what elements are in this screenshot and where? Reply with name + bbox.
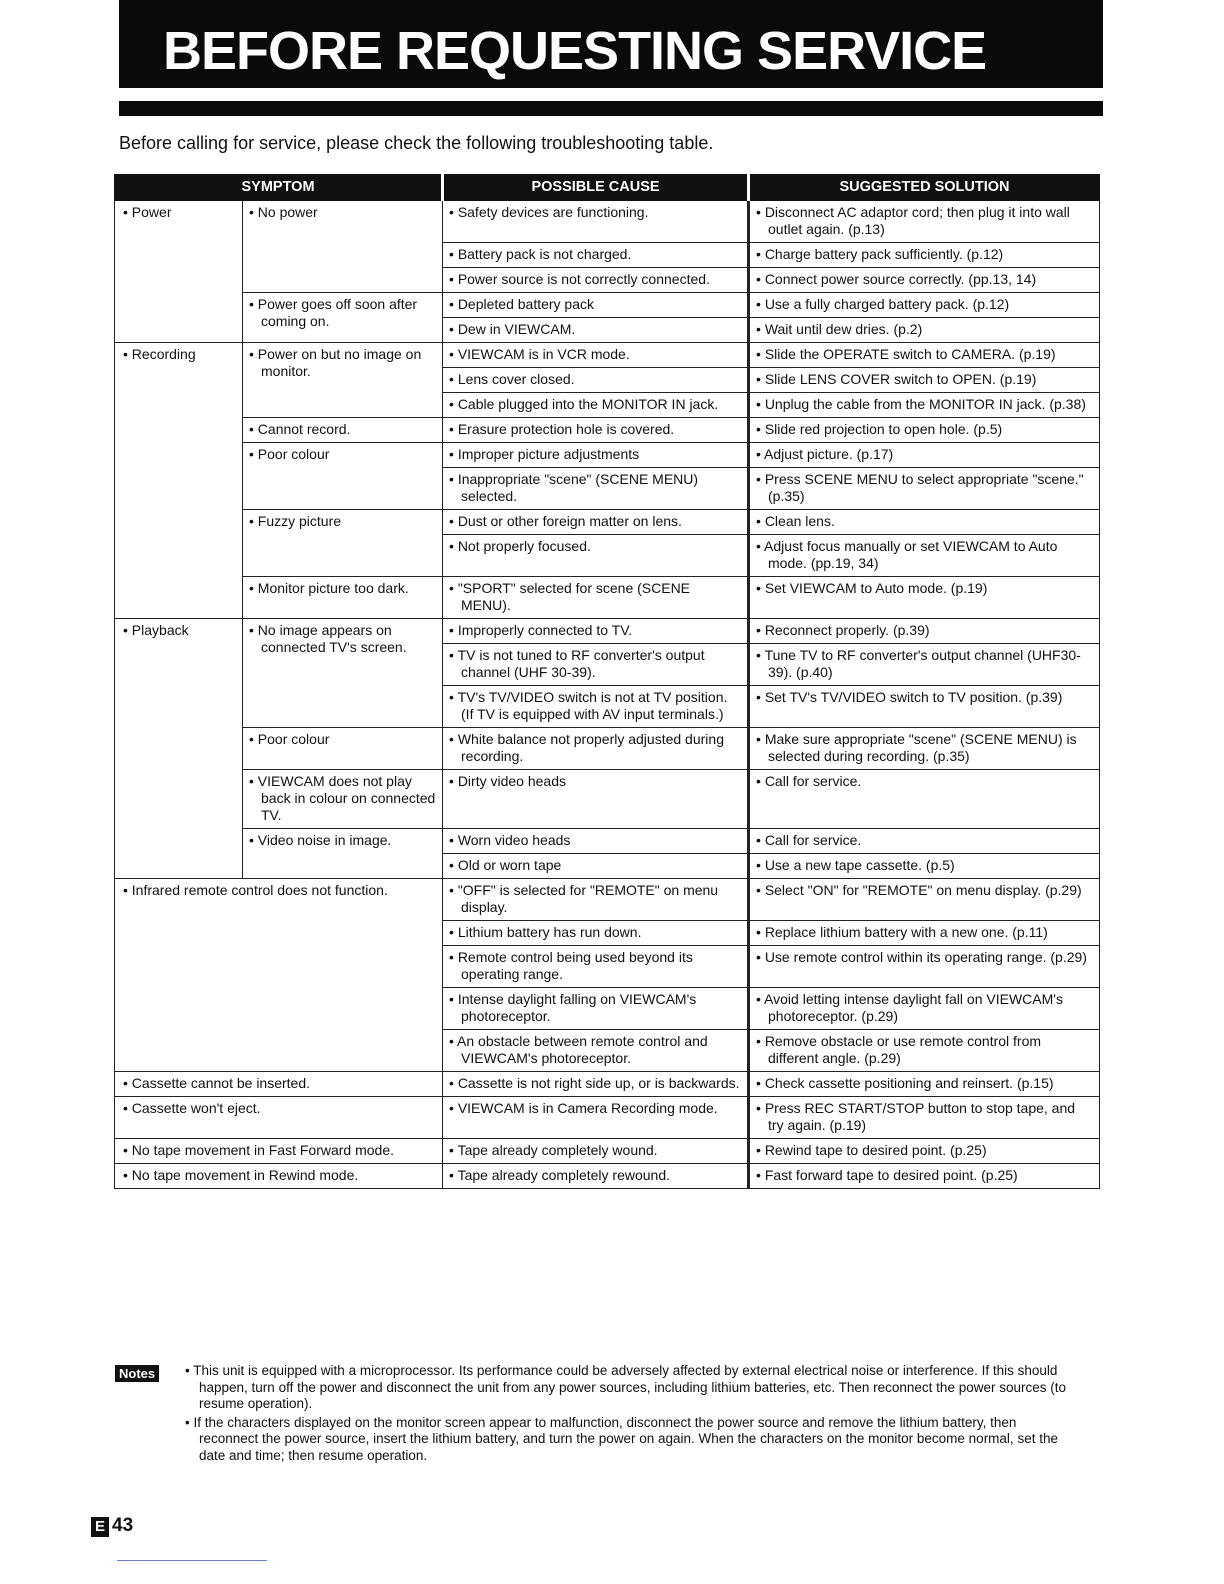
cause-text: • Worn video heads <box>449 832 741 849</box>
solution-cell <box>749 1097 1100 1139</box>
solution-cell <box>749 393 1100 418</box>
cause-cell <box>443 619 749 644</box>
solution-text: • Reconnect properly. (p.39) <box>756 622 1093 639</box>
symptom-text: • Fuzzy picture <box>249 513 436 530</box>
cause-cell <box>443 418 749 443</box>
symptom-cell <box>243 829 443 879</box>
cause-text: • Lithium battery has run down. <box>449 924 741 941</box>
cause-cell <box>443 1164 749 1189</box>
cause-cell <box>443 988 749 1030</box>
note-item: • This unit is equipped with a microprocessor. Its performance could be adversely affected by external electrical noise or interference. If this should happen, turn off the power and disconnect the unit from any power sources, including lithium batteries, etc. Then reconnect the power sources (to resume operation). <box>185 1363 1075 1413</box>
cause-text: • Depleted battery pack <box>449 296 741 313</box>
cause-text: • "SPORT" selected for scene (SCENE MENU). <box>449 580 741 614</box>
cause-text: • Remote control being used beyond its operating range. <box>449 949 741 983</box>
symptom-text: • Infrared remote control does not function. <box>123 882 436 899</box>
cause-cell <box>443 468 749 510</box>
solution-text: • Select "ON" for "REMOTE" on menu display. (p.29) <box>756 882 1093 899</box>
cause-text: • Safety devices are functioning. <box>449 204 741 221</box>
note-item: • If the characters displayed on the monitor screen appear to malfunction, disconnect the power source and remove the lithium battery, then reconnect the power source, insert the lithium battery, and turn the power on again. When the characters on the monitor become normal, set the date and time; then resume operation. <box>185 1415 1075 1465</box>
solution-text: • Set TV's TV/VIDEO switch to TV position. (p.39) <box>756 689 1093 706</box>
symptom-text: • Cannot record. <box>249 421 436 438</box>
table-row <box>115 443 1100 468</box>
solution-text: • Slide red projection to open hole. (p.5) <box>756 421 1093 438</box>
symptom-cell <box>243 293 443 343</box>
solution-cell <box>749 921 1100 946</box>
notes-section <box>115 1363 1075 1466</box>
symptom-cell <box>243 343 443 418</box>
table-row <box>115 343 1100 368</box>
symptom-text: • Video noise in image. <box>249 832 436 849</box>
category-cell <box>115 343 243 619</box>
solution-cell <box>749 577 1100 619</box>
table-row <box>115 418 1100 443</box>
cause-text: • VIEWCAM is in VCR mode. <box>449 346 741 363</box>
solution-text: • Use remote control within its operating range. (p.29) <box>756 949 1093 966</box>
symptom-text: • Poor colour <box>249 731 436 748</box>
solution-text: • Press REC START/STOP button to stop tape, and try again. (p.19) <box>756 1100 1093 1134</box>
solution-cell <box>749 728 1100 770</box>
solution-cell <box>749 535 1100 577</box>
solution-text: • Check cassette positioning and reinsert. (p.15) <box>756 1075 1093 1092</box>
cause-cell <box>443 1139 749 1164</box>
solution-cell <box>749 854 1100 879</box>
table-row <box>115 577 1100 619</box>
cause-text: • Battery pack is not charged. <box>449 246 741 263</box>
symptom-text: • Power on but no image on monitor. <box>249 346 436 380</box>
cause-text: • TV's TV/VIDEO switch is not at TV position. (If TV is equipped with AV input terminals.) <box>449 689 741 723</box>
solution-cell <box>749 293 1100 318</box>
cause-text: • Dirty video heads <box>449 773 741 790</box>
solution-cell <box>749 686 1100 728</box>
table-row <box>115 879 1100 921</box>
solution-text: • Clean lens. <box>756 513 1093 530</box>
category-text: • Playback <box>123 622 236 639</box>
cause-text: • "OFF" is selected for "REMOTE" on menu display. <box>449 882 741 916</box>
cause-cell <box>443 879 749 921</box>
cause-cell <box>443 268 749 293</box>
language-badge: E <box>91 1517 109 1537</box>
cause-cell <box>443 201 749 243</box>
solution-text: • Slide the OPERATE switch to CAMERA. (p.19) <box>756 346 1093 363</box>
symptom-text: • Power goes off soon after coming on. <box>249 296 436 330</box>
troubleshooting-table <box>114 174 1100 1189</box>
category-cell <box>115 619 243 879</box>
intro-text: Before calling for service, please check the following troubleshooting table. <box>119 133 714 153</box>
solution-text: • Use a new tape cassette. (p.5) <box>756 857 1093 874</box>
cause-text: • Lens cover closed. <box>449 371 741 388</box>
solution-cell <box>749 368 1100 393</box>
page-number-value: 43 <box>112 1515 134 1536</box>
header-symptom: SYMPTOM <box>115 175 443 201</box>
page-title: BEFORE REQUESTING SERVICE <box>163 21 987 81</box>
symptom-cell <box>243 619 443 728</box>
header-rule <box>119 101 1103 116</box>
solution-text: • Remove obstacle or use remote control from different angle. (p.29) <box>756 1033 1093 1067</box>
symptom-text: • Monitor picture too dark. <box>249 580 436 597</box>
table-header-row <box>115 175 1100 201</box>
solution-cell <box>749 443 1100 468</box>
cause-text: • Old or worn tape <box>449 857 741 874</box>
cause-cell <box>443 644 749 686</box>
solution-text: • Call for service. <box>756 832 1093 849</box>
cause-text: • Inappropriate "scene" (SCENE MENU) selected. <box>449 471 741 505</box>
notes-label: Notes <box>115 1365 159 1382</box>
symptom-cell <box>115 879 443 1072</box>
cause-text: • Tape already completely rewound. <box>449 1167 741 1184</box>
solution-text: • Fast forward tape to desired point. (p.25) <box>756 1167 1093 1184</box>
title-bar <box>119 0 1103 88</box>
table-row <box>115 619 1100 644</box>
solution-cell <box>749 770 1100 829</box>
solution-text: • Wait until dew dries. (p.2) <box>756 321 1093 338</box>
cause-text: • Tape already completely wound. <box>449 1142 741 1159</box>
cause-cell <box>443 946 749 988</box>
symptom-text: • No tape movement in Rewind mode. <box>123 1167 436 1184</box>
solution-text: • Replace lithium battery with a new one. (p.11) <box>756 924 1093 941</box>
cause-text: • Power source is not correctly connected. <box>449 271 741 288</box>
cause-cell <box>443 728 749 770</box>
cause-cell <box>443 443 749 468</box>
cause-text: • Cassette is not right side up, or is backwards. <box>449 1075 741 1092</box>
category-text: • Power <box>123 204 236 221</box>
cause-text: • An obstacle between remote control and VIEWCAM's photoreceptor. <box>449 1033 741 1067</box>
category-cell <box>115 201 243 343</box>
solution-text: • Avoid letting intense daylight fall on VIEWCAM's photoreceptor. (p.29) <box>756 991 1093 1025</box>
symptom-cell <box>115 1072 443 1097</box>
solution-cell <box>749 829 1100 854</box>
solution-cell <box>749 1139 1100 1164</box>
cause-text: • White balance not properly adjusted during recording. <box>449 731 741 765</box>
solution-text: • Press SCENE MENU to select appropriate "scene." (p.35) <box>756 471 1093 505</box>
cause-cell <box>443 243 749 268</box>
cause-cell <box>443 829 749 854</box>
cause-cell <box>443 1097 749 1139</box>
cause-text: • TV is not tuned to RF converter's output channel (UHF 30-39). <box>449 647 741 681</box>
solution-text: • Adjust focus manually or set VIEWCAM to Auto mode. (pp.19, 34) <box>756 538 1093 572</box>
table-row <box>115 1097 1100 1139</box>
solution-cell <box>749 268 1100 293</box>
symptom-cell <box>115 1139 443 1164</box>
cause-text: • Improperly connected to TV. <box>449 622 741 639</box>
solution-text: • Make sure appropriate "scene" (SCENE MENU) is selected during recording. (p.35) <box>756 731 1093 765</box>
cause-cell <box>443 854 749 879</box>
cause-cell <box>443 686 749 728</box>
table-row <box>115 1139 1100 1164</box>
solution-text: • Rewind tape to desired point. (p.25) <box>756 1142 1093 1159</box>
table-row <box>115 829 1100 854</box>
symptom-cell <box>243 510 443 577</box>
solution-text: • Call for service. <box>756 773 1093 790</box>
solution-cell <box>749 946 1100 988</box>
category-text: • Recording <box>123 346 236 363</box>
header-suggested-solution: SUGGESTED SOLUTION <box>749 175 1100 201</box>
solution-cell <box>749 879 1100 921</box>
symptom-cell <box>243 577 443 619</box>
cause-text: • Not properly focused. <box>449 538 741 555</box>
table-row <box>115 293 1100 318</box>
cause-text: • VIEWCAM is in Camera Recording mode. <box>449 1100 741 1117</box>
table-row <box>115 728 1100 770</box>
solution-cell <box>749 988 1100 1030</box>
solution-text: • Adjust picture. (p.17) <box>756 446 1093 463</box>
solution-cell <box>749 243 1100 268</box>
solution-text: • Unplug the cable from the MONITOR IN jack. (p.38) <box>756 396 1093 413</box>
cause-cell <box>443 368 749 393</box>
solution-text: • Use a fully charged battery pack. (p.12) <box>756 296 1093 313</box>
symptom-text: • VIEWCAM does not play back in colour on connected TV. <box>249 773 436 824</box>
header-possible-cause: POSSIBLE CAUSE <box>443 175 749 201</box>
symptom-cell <box>243 201 443 293</box>
solution-text: • Disconnect AC adaptor cord; then plug it into wall outlet again. (p.13) <box>756 204 1093 238</box>
symptom-text: • No tape movement in Fast Forward mode. <box>123 1142 436 1159</box>
cause-cell <box>443 921 749 946</box>
solution-cell <box>749 201 1100 243</box>
table-row <box>115 770 1100 829</box>
solution-cell <box>749 510 1100 535</box>
cause-cell <box>443 535 749 577</box>
symptom-cell <box>115 1164 443 1189</box>
cause-cell <box>443 510 749 535</box>
table-row <box>115 201 1100 243</box>
symptom-text: • Cassette cannot be inserted. <box>123 1075 436 1092</box>
solution-cell <box>749 418 1100 443</box>
solution-cell <box>749 619 1100 644</box>
cause-cell <box>443 343 749 368</box>
cause-cell <box>443 577 749 619</box>
cause-cell <box>443 318 749 343</box>
cause-cell <box>443 770 749 829</box>
cause-text: • Erasure protection hole is covered. <box>449 421 741 438</box>
solution-cell <box>749 1072 1100 1097</box>
symptom-cell <box>243 728 443 770</box>
table-row <box>115 510 1100 535</box>
solution-text: • Charge battery pack sufficiently. (p.12) <box>756 246 1093 263</box>
symptom-cell <box>243 443 443 510</box>
cause-text: • Improper picture adjustments <box>449 446 741 463</box>
solution-cell <box>749 468 1100 510</box>
cause-text: • Dust or other foreign matter on lens. <box>449 513 741 530</box>
solution-text: • Connect power source correctly. (pp.13, 14) <box>756 271 1093 288</box>
solution-text: • Tune TV to RF converter's output channel (UHF30-39). (p.40) <box>756 647 1093 681</box>
symptom-text: • Cassette won't eject. <box>123 1100 436 1117</box>
solution-text: • Set VIEWCAM to Auto mode. (p.19) <box>756 580 1093 597</box>
cause-text: • Cable plugged into the MONITOR IN jack. <box>449 396 741 413</box>
cause-cell <box>443 1030 749 1072</box>
table-body <box>115 201 1100 1189</box>
symptom-text: • No power <box>249 204 436 221</box>
page-number <box>91 1515 133 1537</box>
solution-cell <box>749 343 1100 368</box>
cause-cell <box>443 293 749 318</box>
solution-cell <box>749 318 1100 343</box>
cause-cell <box>443 1072 749 1097</box>
symptom-cell <box>243 770 443 829</box>
symptom-cell <box>115 1097 443 1139</box>
symptom-text: • Poor colour <box>249 446 436 463</box>
symptom-text: • No image appears on connected TV's screen. <box>249 622 436 656</box>
symptom-cell <box>243 418 443 443</box>
solution-cell <box>749 1164 1100 1189</box>
table-row <box>115 1072 1100 1097</box>
cause-text: • Dew in VIEWCAM. <box>449 321 741 338</box>
cause-text: • Intense daylight falling on VIEWCAM's photoreceptor. <box>449 991 741 1025</box>
notes-list <box>115 1363 1075 1464</box>
solution-cell <box>749 1030 1100 1072</box>
solution-text: • Slide LENS COVER switch to OPEN. (p.19) <box>756 371 1093 388</box>
cause-cell <box>443 393 749 418</box>
footer-line <box>117 1560 267 1561</box>
table-row <box>115 1164 1100 1189</box>
solution-cell <box>749 644 1100 686</box>
